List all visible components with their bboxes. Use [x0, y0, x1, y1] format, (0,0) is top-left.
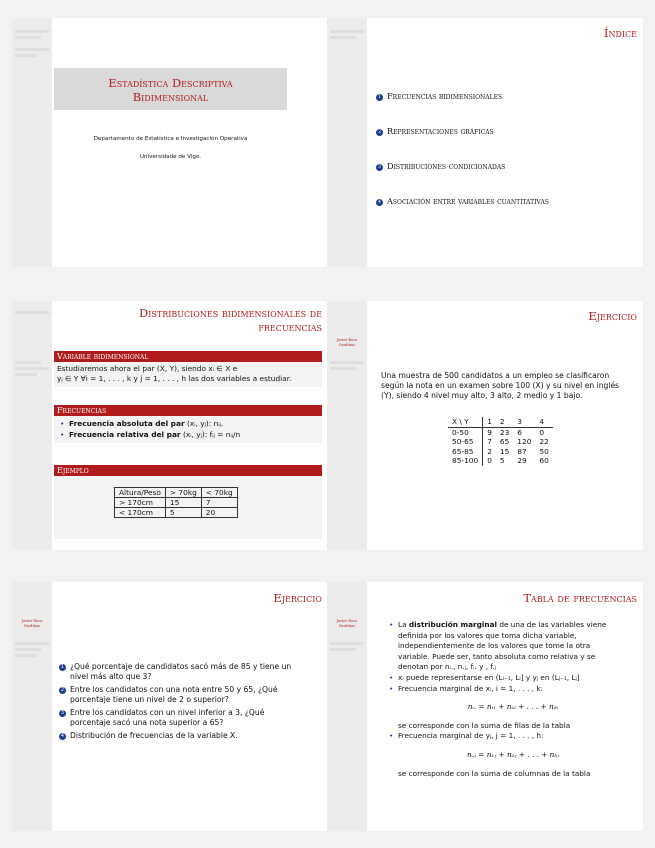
title-line-2: Bidimensional: [132, 90, 209, 104]
number-badge-icon: 3: [60, 710, 65, 716]
title-line-1: Estadística Descriptiva: [108, 76, 233, 90]
list-item: 3 Entre los candidatos con un nivel inferior a 3, ¿Qué porcentaje sacó una nota superior a 65?: [60, 708, 265, 727]
slide-bivariate-distributions: [12, 301, 328, 550]
slide-title: [12, 18, 328, 267]
slide-sidebar: [12, 582, 52, 831]
list-item: • Frecuencia marginal de xᵢ, i = 1, . . . , k:: [386, 684, 640, 695]
slide-title: Distribuciones bidimensionales de frecuencias: [139, 306, 322, 334]
presentation-title: [54, 76, 287, 104]
slide-sidebar: [12, 301, 52, 550]
slide-frequency-table: [327, 582, 643, 831]
department: Departamento de Estatística e Investigación Operativa: [93, 136, 248, 142]
index-item[interactable]: 1 Frecuencias bidimensionales: [377, 91, 503, 101]
question-list: [59, 662, 325, 741]
table-row: X \ Y 1 2 3 4: [448, 417, 553, 427]
table-row: 85-100 0 5 29 60: [448, 456, 553, 466]
slide-title: Ejercicio: [588, 309, 637, 323]
table-row: 65-85 2 15 87 50: [448, 447, 553, 457]
list-item: • La distribución marginal de una de las variables viene definida por los valores que toma dicha variable, independientemente de los valores que tome la otra variable. Puede ser, tanto absoluta como relativa y se denotan por nᵢ., n.ⱼ, fᵢ. y , f.ⱼ: [386, 620, 640, 673]
list-item: 4 Distribución de frecuencias de la variable X.: [60, 731, 238, 740]
block-title: Ejemplo: [54, 465, 322, 476]
block-bivariate-variable: Variable bidimensional Estudiaremos ahora el par (X, Y), siendo xᵢ ∈ X e yⱼ ∈ Y ∀i = 1, . . . , k y j = 1, . . . , h las dos variables a estudiar.: [54, 351, 322, 387]
note: se corresponde con la suma de columnas de la tabla: [398, 768, 591, 778]
slide-exercise-questions: [12, 582, 328, 831]
number-badge-icon: 2: [60, 687, 65, 693]
slide-title: Índice: [603, 26, 637, 40]
university: Universidade de Vigo.: [139, 154, 202, 160]
marginal-distribution-content: [386, 620, 640, 779]
list-item: • xᵢ puede representarse en (Lᵢ₋₁, Lᵢ] y yⱼ en (Lⱼ₋₁, Lⱼ]: [386, 673, 640, 684]
formula: n.ⱼ = n₁ⱼ + n₂ⱼ + . . . + nₖⱼ: [467, 749, 559, 759]
index-item[interactable]: 3 Distribuciones condicionadas: [377, 161, 506, 171]
block-example: [54, 465, 322, 539]
example-table: [114, 487, 238, 518]
number-badge-icon: 4: [377, 199, 382, 205]
exercise-statement: Una muestra de 500 candidatos a un empleo se clasificaron según la nota en un examen sobre 100 (X) y su nivel en inglés (Y), siendo 4 nivel muy alto, 3 alto, 2 medio y 1 bajo.: [381, 371, 620, 400]
formula: nᵢ. = nᵢ₁ + nᵢ₂ + . . . + nᵢₕ: [467, 702, 559, 712]
block-frequencies: [54, 405, 322, 443]
table-row: > 170cm 15 7: [115, 498, 238, 508]
author-label: Javier Roca Pardiñas: [336, 338, 358, 347]
index-item[interactable]: 2 Representaciones gráficas: [377, 126, 494, 136]
number-badge-icon: 4: [60, 733, 65, 739]
index-list: [376, 91, 638, 231]
note: se corresponde con la suma de filas de la tabla: [398, 720, 571, 730]
index-item[interactable]: 4 Asociación entre variables cuantitativas: [377, 196, 549, 206]
slide-title: Ejercicio: [273, 591, 322, 605]
list-item: • Frecuencia marginal de yⱼ, j = 1, . . . , h:: [386, 731, 640, 742]
author-label: Javier Roca Pardiñas: [336, 619, 358, 628]
list-item: 1 ¿Qué porcentaje de candidatos sacó más de 85 y tiene un nivel más alto que 3?: [60, 662, 292, 681]
number-badge-icon: 1: [60, 664, 65, 670]
slide-sidebar: [327, 18, 367, 267]
number-badge-icon: 1: [377, 94, 382, 100]
author-label: Javier Roca Pardiñas: [21, 619, 43, 628]
slide-sidebar: [12, 18, 52, 267]
number-badge-icon: 3: [377, 164, 382, 170]
block-title: Variable bidimensional: [54, 351, 322, 362]
table-row: 0-50 9 23 6 0: [448, 427, 553, 437]
list-item: • Frecuencia relativa del par (xᵢ, yⱼ): fᵢⱼ = nᵢⱼ/n: [57, 429, 319, 440]
table-row: Altura/Peso > 70kg < 70kg: [115, 488, 238, 498]
slide-exercise-data: [327, 301, 643, 550]
data-table: [448, 417, 553, 466]
slide-index: [327, 18, 643, 267]
table-row: < 170cm 5 20: [115, 508, 238, 518]
slide-sidebar: [327, 582, 367, 831]
block-title: Frecuencias: [54, 405, 322, 416]
number-badge-icon: 2: [377, 129, 382, 135]
table-row: 50-65 7 65 120 22: [448, 437, 553, 447]
list-item: 2 Entre los candidatos con una nota entre 50 y 65, ¿Qué porcentaje tiene un nivel de 2 o superior?: [60, 685, 278, 704]
slide-title: Tabla de frecuencias: [523, 591, 637, 605]
slide-sidebar: [327, 301, 367, 550]
list-item: • Frecuencia absoluta del par (xᵢ, yⱼ): nᵢⱼ.: [57, 418, 319, 429]
